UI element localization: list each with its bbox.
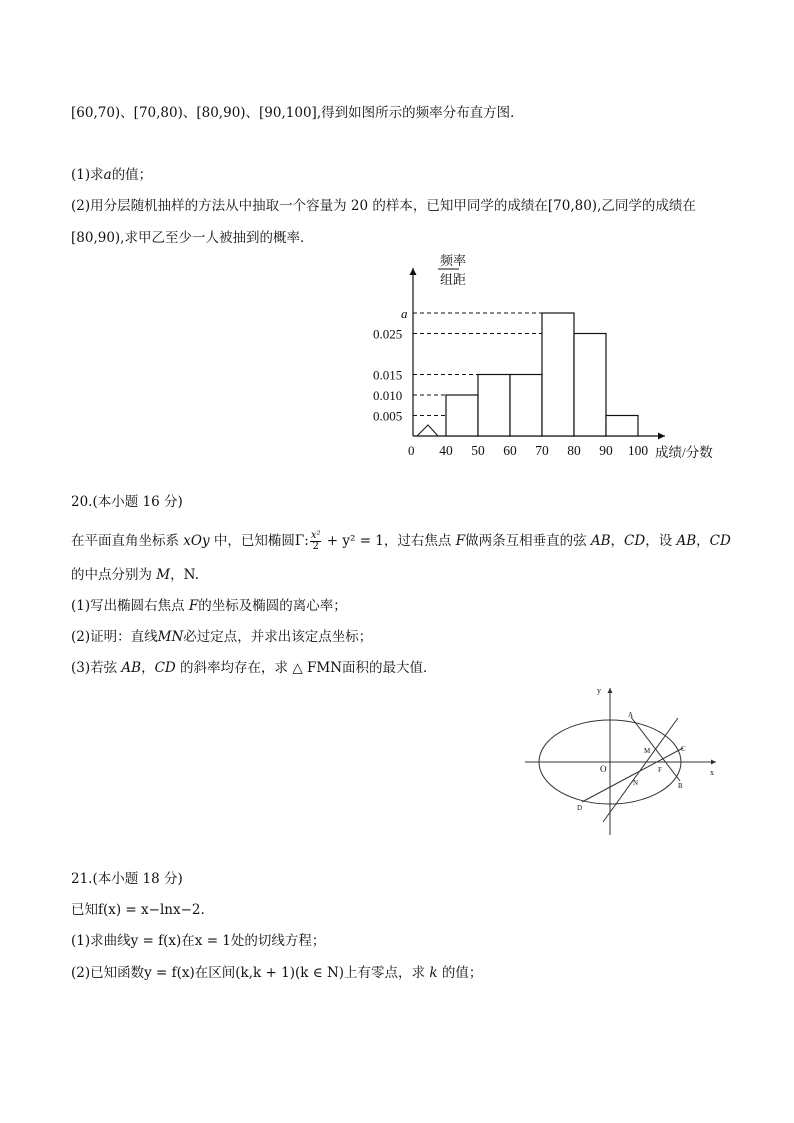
bar-[50,60) [478,375,510,437]
x-tick-70: 70 [535,443,549,458]
bar-[40,50) [446,395,478,436]
fig-label-n: N [633,779,639,787]
y-tick-0.005: 0.005 [373,408,403,424]
y-tick-labels [373,306,408,424]
fig-label-m: M [644,747,651,755]
x-tick-100: 100 [627,443,649,458]
ellipse-fraction: $\frac{\text{x²}}{2}$ [310,530,321,552]
x-tick-60: 60 [503,443,517,458]
q19-part2-line2: [80,90),求甲乙至少一人被抽到的概率． [71,230,314,246]
q20-stem-line2: 的中点分别为 M，N. [71,567,199,583]
q19-part1: (1)求a的值； [71,167,153,183]
q20-stem: 在平面直角坐标系 xOy 中，已知椭圆Γ: $\frac{\text{x²}}{2}$ + y² = 1，过右焦点 F做两条互相垂直的弦 AB，CD，设 AB，CD [71,530,731,552]
x-tick-80: 80 [567,443,581,458]
fig-label-o: O [600,764,607,774]
x-axis-label: 成绩/分数 [655,445,713,460]
line-mn [603,718,678,822]
bar-[90,100] [606,416,638,437]
q20-part2: (2)证明：直线MN必过定点，并求出该定点坐标； [71,629,373,645]
q20-header: 20.(本小题 16 分) [71,494,183,510]
bar-[70,80) [542,313,574,436]
x-tick-labels [439,443,648,458]
bar-[80,90) [574,334,606,437]
y-tick-0.015: 0.015 [373,367,403,383]
q21-part1: (1)求曲线y = f(x)在x = 1处的切线方程； [71,933,326,949]
q20-part3: (3)若弦 AB，CD 的斜率均存在，求 △ FMN面积的最大值． [71,660,437,676]
y-label-bottom: 组距 [440,272,467,287]
fig-label-a: A [628,711,634,719]
x-tick-90: 90 [599,443,613,458]
q21-stem: 已知f(x) = x−lnx−2. [71,902,205,918]
y-label-top: 频率 [440,253,467,268]
fig-label-y: y [597,686,601,695]
x-tick-50: 50 [471,443,485,458]
bars [446,313,638,436]
y-tick-a: a [401,306,408,321]
fig-label-c: C [681,745,686,753]
fig-label-f: F [658,766,662,774]
y-tick-0.010: 0.010 [373,388,403,403]
q20-part1: (1)写出椭圆右焦点 F的坐标及椭圆的离心率； [71,598,347,614]
x-tick-40: 40 [439,443,453,458]
fig-label-d: D [577,804,583,812]
chord-cd [582,748,683,802]
q19-part2-line1: (2)用分层随机抽样的方法从中抽取一个容量为 20 的样本，已知甲同学的成绩在[70,80),乙同学的成绩在 [71,198,696,214]
fig-label-b: B [678,782,683,790]
q19-intervals-line: [60,70)、[70,80)、[80,90)、[90,100],得到如图所示的频率分布直方图． [71,105,524,121]
ellipse-figure [520,680,725,840]
origin-label: 0 [408,443,415,458]
fig-label-x: x [710,768,714,777]
bar-[60,70) [510,375,542,437]
axis-break-mark [417,425,438,436]
q21-part2: (2)已知函数y = f(x)在区间(k,k + 1)(k ∈ N)上有零点，求 k 的值； [71,965,483,981]
q21-header: 21.(本小题 18 分) [71,871,183,887]
frequency-histogram [360,250,740,465]
y-tick-0.025: 0.025 [373,326,403,342]
